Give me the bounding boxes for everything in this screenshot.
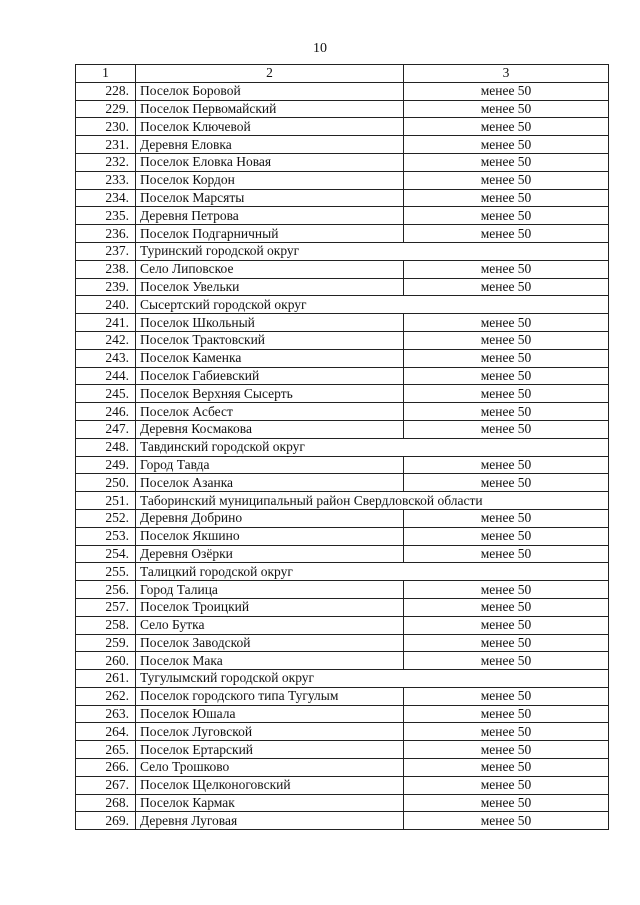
table-row [76, 314, 609, 332]
row-number: 256. [76, 581, 136, 599]
row-number: 248. [76, 438, 136, 456]
population-value: менее 50 [404, 812, 609, 830]
row-number: 251. [76, 492, 136, 510]
settlement-name: Поселок Верхняя Сысерть [136, 385, 404, 403]
population-value: менее 50 [404, 652, 609, 670]
row-number: 237. [76, 242, 136, 260]
settlement-name: Деревня Луговая [136, 812, 404, 830]
settlement-name: Поселок Трактовский [136, 331, 404, 349]
row-number: 263. [76, 705, 136, 723]
population-value: менее 50 [404, 385, 609, 403]
population-value: менее 50 [404, 349, 609, 367]
settlement-name: Поселок Якшино [136, 527, 404, 545]
table-body [76, 82, 609, 829]
row-number: 231. [76, 136, 136, 154]
row-number: 241. [76, 314, 136, 332]
row-number: 234. [76, 189, 136, 207]
row-number: 269. [76, 812, 136, 830]
row-number: 255. [76, 563, 136, 581]
row-number: 243. [76, 349, 136, 367]
row-number: 254. [76, 545, 136, 563]
district-name: Тугулымский городской округ [136, 670, 609, 688]
table-row [76, 225, 609, 243]
settlement-name: Поселок Заводской [136, 634, 404, 652]
table-row [76, 153, 609, 171]
table-section-row [76, 438, 609, 456]
table-row [76, 456, 609, 474]
population-value: менее 50 [404, 705, 609, 723]
table-row [76, 598, 609, 616]
population-value: менее 50 [404, 136, 609, 154]
table-header-row [76, 65, 609, 83]
row-number: 258. [76, 616, 136, 634]
table-row [76, 207, 609, 225]
row-number: 244. [76, 367, 136, 385]
row-number: 235. [76, 207, 136, 225]
district-name: Сысертский городской округ [136, 296, 609, 314]
settlement-name: Село Трошково [136, 759, 404, 777]
population-value: менее 50 [404, 100, 609, 118]
table-row [76, 581, 609, 599]
settlement-name: Поселок Щелконоговский [136, 776, 404, 794]
settlement-name: Село Бутка [136, 616, 404, 634]
table-row [76, 652, 609, 670]
settlement-name: Поселок Подгарничный [136, 225, 404, 243]
settlement-name: Поселок Кордон [136, 171, 404, 189]
table-row [76, 385, 609, 403]
population-value: менее 50 [404, 545, 609, 563]
population-value: менее 50 [404, 82, 609, 100]
population-value: менее 50 [404, 118, 609, 136]
table-row [76, 260, 609, 278]
table-row [76, 367, 609, 385]
settlements-table [75, 64, 609, 830]
row-number: 247. [76, 420, 136, 438]
row-number: 259. [76, 634, 136, 652]
row-number: 249. [76, 456, 136, 474]
row-number: 246. [76, 403, 136, 421]
header-col-2: 2 [136, 65, 404, 83]
settlement-name: Поселок Увельки [136, 278, 404, 296]
table-row [76, 545, 609, 563]
population-value: менее 50 [404, 367, 609, 385]
row-number: 236. [76, 225, 136, 243]
row-number: 242. [76, 331, 136, 349]
table-row [76, 509, 609, 527]
table-row [76, 82, 609, 100]
table-row [76, 705, 609, 723]
table-row [76, 331, 609, 349]
table-row [76, 776, 609, 794]
row-number: 257. [76, 598, 136, 616]
table-row [76, 100, 609, 118]
row-number: 260. [76, 652, 136, 670]
table-section-row [76, 296, 609, 314]
settlement-name: Поселок городского типа Тугулым [136, 687, 404, 705]
table-row [76, 723, 609, 741]
settlement-name: Поселок Школьный [136, 314, 404, 332]
population-value: менее 50 [404, 634, 609, 652]
table-row [76, 527, 609, 545]
settlement-name: Поселок Луговской [136, 723, 404, 741]
table-row [76, 741, 609, 759]
row-number: 233. [76, 171, 136, 189]
population-value: менее 50 [404, 171, 609, 189]
population-value: менее 50 [404, 260, 609, 278]
table-row [76, 189, 609, 207]
settlement-name: Поселок Первомайский [136, 100, 404, 118]
district-name: Таборинский муниципальный район Свердловской области [136, 492, 609, 510]
settlement-name: Поселок Габиевский [136, 367, 404, 385]
row-number: 230. [76, 118, 136, 136]
settlement-name: Город Талица [136, 581, 404, 599]
population-value: менее 50 [404, 776, 609, 794]
population-value: менее 50 [404, 278, 609, 296]
population-value: менее 50 [404, 456, 609, 474]
settlement-name: Деревня Озёрки [136, 545, 404, 563]
table-row [76, 616, 609, 634]
row-number: 267. [76, 776, 136, 794]
table-row [76, 812, 609, 830]
district-name: Талицкий городской округ [136, 563, 609, 581]
table-row [76, 136, 609, 154]
population-value: менее 50 [404, 420, 609, 438]
table-section-row [76, 563, 609, 581]
population-value: менее 50 [404, 331, 609, 349]
settlement-name: Поселок Азанка [136, 474, 404, 492]
population-value: менее 50 [404, 225, 609, 243]
row-number: 253. [76, 527, 136, 545]
row-number: 245. [76, 385, 136, 403]
table-row [76, 794, 609, 812]
settlement-name: Поселок Мака [136, 652, 404, 670]
table-row [76, 349, 609, 367]
row-number: 239. [76, 278, 136, 296]
settlement-name: Поселок Асбест [136, 403, 404, 421]
settlement-name: Поселок Боровой [136, 82, 404, 100]
settlement-name: Деревня Еловка [136, 136, 404, 154]
district-name: Туринский городской округ [136, 242, 609, 260]
table-section-row [76, 670, 609, 688]
settlement-name: Поселок Кармак [136, 794, 404, 812]
settlement-name: Поселок Троицкий [136, 598, 404, 616]
population-value: менее 50 [404, 794, 609, 812]
settlement-name: Деревня Добрино [136, 509, 404, 527]
population-value: менее 50 [404, 741, 609, 759]
population-value: менее 50 [404, 616, 609, 634]
table-row [76, 118, 609, 136]
table-section-row [76, 492, 609, 510]
row-number: 228. [76, 82, 136, 100]
population-value: менее 50 [404, 527, 609, 545]
population-value: менее 50 [404, 759, 609, 777]
table-row [76, 759, 609, 777]
row-number: 240. [76, 296, 136, 314]
population-value: менее 50 [404, 153, 609, 171]
population-value: менее 50 [404, 207, 609, 225]
population-value: менее 50 [404, 581, 609, 599]
table-row [76, 171, 609, 189]
settlement-name: Поселок Каменка [136, 349, 404, 367]
row-number: 229. [76, 100, 136, 118]
population-value: менее 50 [404, 474, 609, 492]
row-number: 238. [76, 260, 136, 278]
row-number: 261. [76, 670, 136, 688]
table-row [76, 634, 609, 652]
district-name: Тавдинский городской округ [136, 438, 609, 456]
population-value: менее 50 [404, 403, 609, 421]
table-row [76, 420, 609, 438]
page-number: 10 [313, 41, 327, 56]
settlement-name: Деревня Космакова [136, 420, 404, 438]
table-row [76, 278, 609, 296]
population-value: менее 50 [404, 189, 609, 207]
row-number: 262. [76, 687, 136, 705]
table-row [76, 403, 609, 421]
settlement-name: Село Липовское [136, 260, 404, 278]
row-number: 268. [76, 794, 136, 812]
population-value: менее 50 [404, 687, 609, 705]
population-value: менее 50 [404, 598, 609, 616]
settlement-name: Поселок Ключевой [136, 118, 404, 136]
settlement-name: Поселок Марсяты [136, 189, 404, 207]
row-number: 265. [76, 741, 136, 759]
row-number: 250. [76, 474, 136, 492]
settlement-name: Город Тавда [136, 456, 404, 474]
header-col-3: 3 [404, 65, 609, 83]
settlement-name: Поселок Еловка Новая [136, 153, 404, 171]
table-section-row [76, 242, 609, 260]
table-row [76, 474, 609, 492]
settlement-name: Поселок Ертарский [136, 741, 404, 759]
row-number: 264. [76, 723, 136, 741]
table-row [76, 687, 609, 705]
settlement-name: Поселок Юшала [136, 705, 404, 723]
population-value: менее 50 [404, 723, 609, 741]
population-value: менее 50 [404, 314, 609, 332]
population-value: менее 50 [404, 509, 609, 527]
row-number: 232. [76, 153, 136, 171]
row-number: 266. [76, 759, 136, 777]
header-col-1: 1 [76, 65, 136, 83]
row-number: 252. [76, 509, 136, 527]
settlement-name: Деревня Петрова [136, 207, 404, 225]
